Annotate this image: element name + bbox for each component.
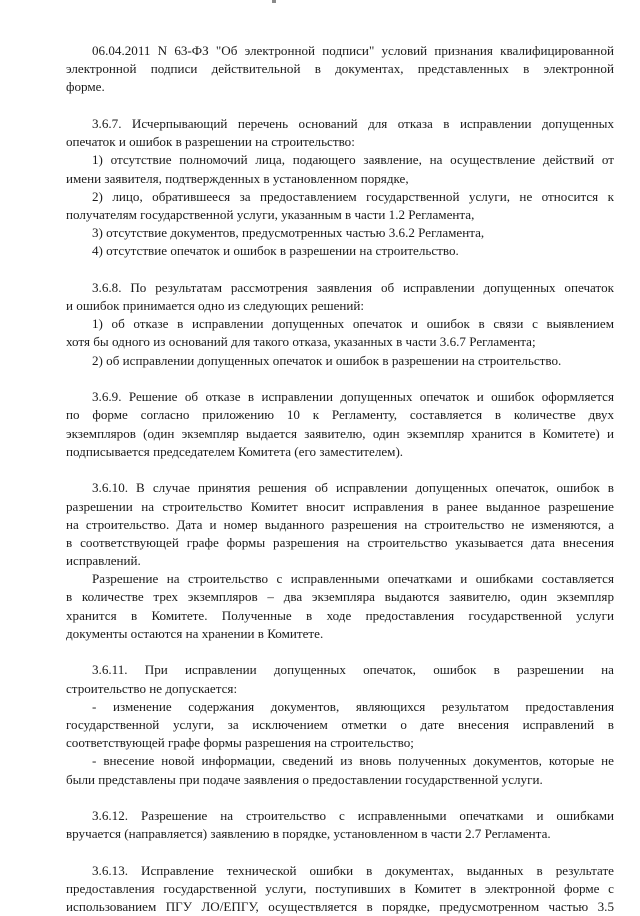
text-line: 3.6.10. В случае принятия решения об исправлении допущенных опечаток, ошибок в <box>92 480 614 496</box>
text-line: исправлений. <box>66 553 141 569</box>
paragraph <box>66 42 614 97</box>
text-line: экземпляров (один экземпляр выдается заявителю, один экземпляр хранится в Комитете) и <box>66 425 614 441</box>
paragraph <box>66 570 614 643</box>
text-line: 2) лицо, обратившееся за предоставлением государственной услуги, не относится к <box>92 188 614 204</box>
paragraph <box>66 279 614 315</box>
text-line: 3.6.7. Исчерпывающий перечень оснований для отказа в исправлении допущенных <box>92 115 614 131</box>
text-line: по форме согласно приложению 10 к Регламенту, составляется в количестве двух <box>66 407 614 423</box>
text-line: - изменение содержания документов, являющихся результатом предоставления <box>92 698 614 714</box>
text-line: 3.6.12. Разрешение на строительство с исправленными опечатками и ошибками <box>92 808 614 824</box>
text-line: предоставления государственной услуги, поступивших в Комитет в электронной форме с <box>66 881 614 897</box>
text-line: хотя бы одного из оснований для такого отказа, указанных в части 3.6.7 Регламента; <box>66 334 536 350</box>
text-line: были представлены при подаче заявления о предоставлении государственной услуги. <box>66 771 543 787</box>
text-line: государственной услуги, за исключением отметки о дате внесения исправлений в <box>66 716 614 732</box>
text-line: хранится в Комитете. Полученные в ходе предоставления государственной услуги <box>66 607 614 623</box>
text-line: 06.04.2011 N 63-ФЗ "Об электронной подписи" условий признания квалифицированной <box>92 43 614 58</box>
paragraph <box>66 698 614 753</box>
text-line: Разрешение на строительство с исправленными опечатками и ошибками составляется <box>92 571 614 587</box>
paragraph <box>66 188 614 224</box>
paragraph <box>66 151 614 187</box>
text-line: имени заявителя, подтвержденных в установленном порядке, <box>66 170 409 186</box>
paragraph <box>66 752 614 788</box>
text-line: 3.6.11. При исправлении допущенных опечаток, ошибок в разрешении на <box>92 662 614 678</box>
text-line: опечаток и ошибок в разрешении на строительство: <box>66 134 355 150</box>
paragraph <box>66 807 614 843</box>
paragraph <box>66 479 614 570</box>
text-line: форме. <box>66 79 105 95</box>
scan-mark <box>272 0 276 3</box>
paragraph <box>66 242 614 260</box>
text-line: - внесение новой информации, сведений из вновь полученных документов, которые не <box>92 753 614 769</box>
text-line: разрешении на строительство Комитет вносит исправления в ранее выданное разрешение <box>66 498 614 514</box>
text-line: 4) отсутствие опечаток и ошибок в разрешении на строительство. <box>92 243 459 259</box>
text-line: и ошибок принимается одно из следующих решений: <box>66 298 365 314</box>
text-line: вручается (направляется) заявлению в порядке, установленном в части 2.7 Регламента. <box>66 826 551 842</box>
text-line: 2) об исправлении допущенных опечаток и ошибок в разрешении на строительство. <box>92 352 562 368</box>
text-line: документы остаются на хранении в Комитете. <box>66 625 324 641</box>
text-line: 1) об отказе в исправлении допущенных опечаток и ошибок в связи с выявлением <box>92 316 614 332</box>
paragraph <box>66 352 614 370</box>
text-line: электронной подписи действительной в документах, представленных в электронной <box>66 61 614 77</box>
text-line: использованием ПГУ ЛО/ЕПГУ, осуществляется в порядке, предусмотренном частью 3.5 <box>66 899 614 915</box>
text-line: 3.6.13. Исправление технической ошибки в документах, выданных в результате <box>92 862 614 878</box>
text-line: 1) отсутствие полномочий лица, подающего заявление, на осуществление действий от <box>92 152 614 168</box>
text-line: 3.6.8. По результатам рассмотрения заявления об исправлении допущенных опечаток <box>92 279 614 295</box>
paragraph <box>66 315 614 351</box>
paragraph <box>66 862 614 916</box>
text-line: на строительство. Дата и номер выданного разрешения на строительство не изменяются, а <box>66 516 614 532</box>
text-line: в количестве трех экземпляров – два экземпляра выдаются заявителю, один экземпляр <box>66 589 614 605</box>
text-line: в соответствующей графе формы разрешения на строительство указывается дата внесения <box>66 534 614 550</box>
text-line: соответствующей графе формы разрешения на строительство; <box>66 735 414 751</box>
paragraph <box>66 388 614 461</box>
text-line: 3) отсутствие документов, предусмотренных частью 3.6.2 Регламента, <box>92 225 485 241</box>
paragraph <box>66 661 614 697</box>
document-body <box>66 42 614 916</box>
text-line: подписывается председателем Комитета (его заместителем). <box>66 443 404 459</box>
text-line: 3.6.9. Решение об отказе в исправлении допущенных опечаток и ошибок оформляется <box>92 389 614 405</box>
paragraph <box>66 115 614 151</box>
text-line: строительство не допускается: <box>66 680 238 696</box>
paragraph <box>66 224 614 242</box>
text-line: получателям государственной услуги, указанным в части 1.2 Регламента, <box>66 206 475 222</box>
